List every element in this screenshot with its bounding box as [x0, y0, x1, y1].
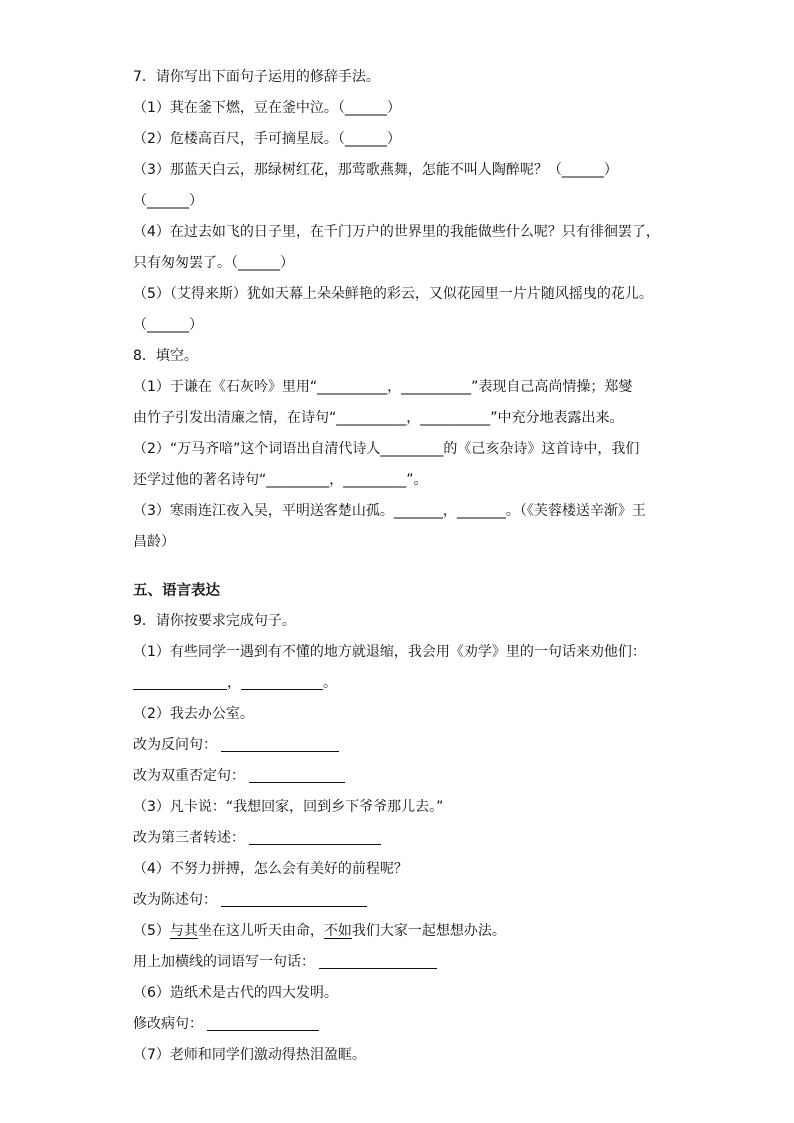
answer-blank[interactable]	[249, 766, 345, 783]
sentence-text: 坐在这儿听天由命，	[197, 923, 324, 939]
instruction-label: 改为反问句：	[133, 737, 217, 753]
q8-item-1: （1）于谦在《石灰吟》里用“__________，__________”表现自己高尚情操；郑燮	[133, 379, 633, 395]
q8-item-1-cont: 由竹子引发出清廉之情，在诗句“__________，__________”中充分地表露出来。	[133, 410, 624, 426]
instruction-label: 改为第三者转述：	[133, 830, 245, 846]
q7-item-5-blank: （______）	[133, 317, 203, 333]
q9-part-2: （2）我去办公室。	[133, 706, 254, 722]
instruction-label: 改为双重否定句：	[133, 768, 245, 784]
q7-title: 7．请你写出下面句子运用的修辞手法。	[133, 69, 380, 85]
answer-blank[interactable]	[241, 673, 323, 690]
q9-part-4-declarative	[133, 885, 673, 916]
q9-part-6: （6）造纸术是古代的四大发明。	[133, 985, 338, 1001]
answer-blank[interactable]	[133, 673, 227, 690]
q9-title: 9．请你按要求完成句子。	[133, 613, 296, 629]
underlined-word: 不如	[323, 923, 352, 939]
q7-item-3: （3）那蓝天白云，那绿树红花，那莺歌燕舞，怎能不叫人陶醉呢？（______）	[133, 162, 618, 178]
q9-part-4: （4）不努力拼搏，怎么会有美好的前程呢？	[133, 861, 408, 877]
instruction-label: 用上加横线的词语写一句话：	[133, 954, 315, 970]
answer-blank[interactable]	[207, 1014, 319, 1031]
q9-part-7: （7）老师和同学们激动得热泪盈眶。	[133, 1047, 366, 1063]
q9-part-5	[133, 916, 673, 947]
separator-comma: ，	[227, 675, 241, 691]
instruction-label: 修改病句：	[133, 1016, 203, 1032]
end-period: 。	[323, 675, 337, 691]
q9-part-2-double-negative	[133, 761, 673, 792]
q8-item-3-cont: 昌龄）	[133, 534, 175, 550]
q7-item-4: （4）在过去如飞的日子里，在千门万户的世界里的我能做些什么呢？只有徘徊罢了，	[133, 224, 660, 240]
sentence-text: 我们大家一起想想办法。	[351, 923, 506, 939]
q8-item-2: （2）“万马齐喑”这个词语出自清代诗人_________的《己亥杂诗》这首诗中，我们	[133, 441, 640, 457]
q9-part-1-answer	[133, 668, 673, 699]
answer-blank[interactable]	[221, 890, 367, 907]
q9-part-6-correction	[133, 1009, 673, 1040]
q9-part-3: （3）凡卡说：“我想回家，回到乡下爷爷那儿去。”	[133, 799, 444, 815]
answer-blank[interactable]	[221, 735, 339, 752]
section-heading: 五、语言表达	[133, 583, 220, 599]
worksheet-page	[133, 62, 673, 1071]
item-number: （5）	[133, 923, 170, 939]
instruction-label: 改为陈述句：	[133, 892, 217, 908]
q7-item-1: （1）萁在釜下燃，豆在釜中泣。（______）	[133, 100, 401, 116]
q8-title: 8．填空。	[133, 348, 198, 364]
q9-part-5-sentence	[133, 947, 673, 978]
q8-item-2-cont: 还学过他的著名诗句“_________，_________”。	[133, 472, 428, 488]
q9-part-1: （1）有些同学一遇到有不懂的地方就退缩，我会用《劝学》里的一句话来劝他们：	[133, 644, 646, 660]
q7-item-3-blank: （______）	[133, 193, 203, 209]
q8-item-3: （3）寒雨连江夜入吴，平明送客楚山孤。_______，_______。（《芙蓉楼送辛渐》王	[133, 503, 646, 519]
q7-item-5: （5）（艾得来斯）犹如天幕上朵朵鲜艳的彩云，又似花园里一片片随风摇曳的花儿。	[133, 286, 653, 302]
q9-part-3-indirect	[133, 823, 673, 854]
underlined-word: 与其	[169, 923, 198, 939]
answer-blank[interactable]	[319, 952, 437, 969]
q9-part-2-rhetorical	[133, 730, 673, 761]
q7-item-2: （2）危楼高百尺，手可摘星辰。（______）	[133, 131, 401, 147]
answer-blank[interactable]	[249, 828, 381, 845]
q7-item-4-cont: 只有匆匆罢了。（______）	[133, 255, 294, 271]
